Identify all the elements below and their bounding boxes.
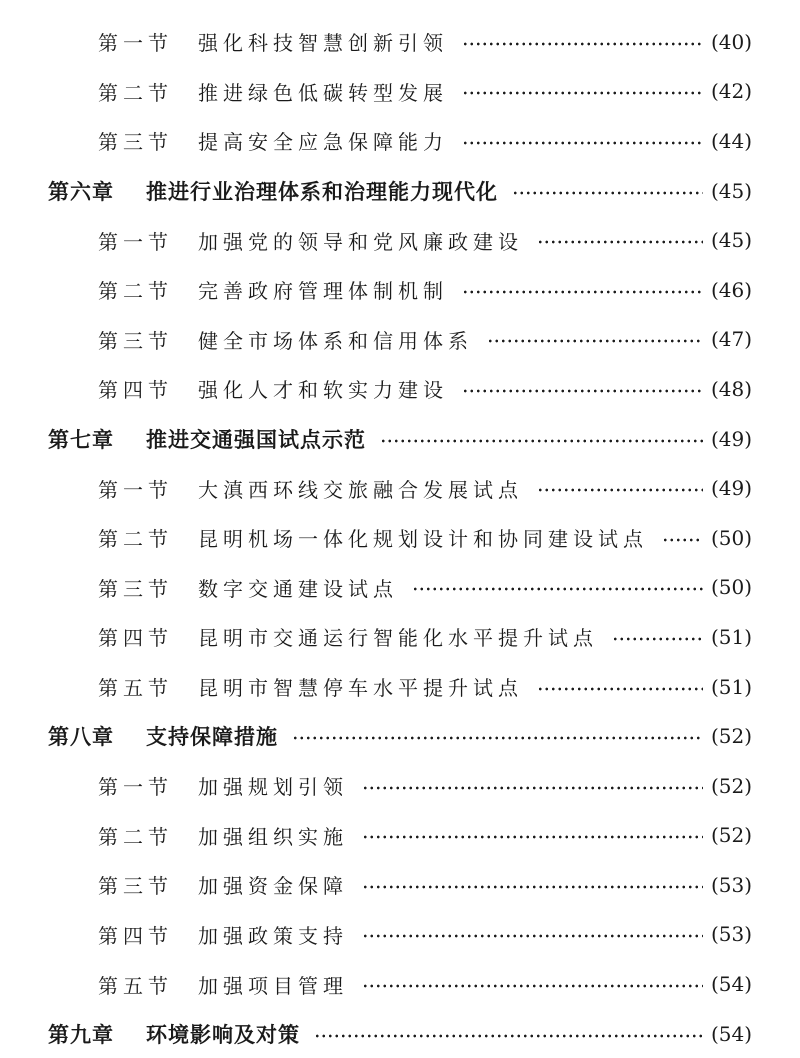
page-number: (54) (710, 972, 752, 997)
page-number: (51) (710, 624, 752, 649)
toc-section-entry[interactable] (0, 364, 800, 414)
toc-section-entry[interactable] (0, 860, 800, 910)
section-number: 第三节 (98, 328, 173, 353)
dot-leader (362, 934, 703, 938)
section-number: 第三节 (98, 874, 173, 899)
section-title: 昆明市智慧停车水平提升试点 (198, 676, 523, 701)
section-title: 昆明机场一体化规划设计和协同建设试点 (198, 527, 648, 552)
toc-section-entry[interactable] (0, 811, 800, 861)
dot-leader (362, 835, 703, 839)
page-number: (49) (710, 476, 752, 501)
section-number: 第四节 (98, 626, 173, 651)
toc-section-entry[interactable] (0, 67, 800, 117)
page-number: (45) (710, 178, 752, 203)
section-title: 健全市场体系和信用体系 (198, 328, 473, 353)
page-number: (54) (710, 1021, 752, 1046)
section-title: 昆明市交通运行智能化水平提升试点 (198, 626, 598, 651)
page-number: (50) (710, 575, 752, 600)
toc-section-entry[interactable] (0, 265, 800, 315)
table-of-contents (0, 17, 800, 1058)
chapter-title: 支持保障措施 (146, 725, 278, 750)
section-title: 推进绿色低碳转型发展 (198, 80, 448, 105)
toc-section-entry[interactable] (0, 563, 800, 613)
toc-section-entry[interactable] (0, 513, 800, 563)
section-title: 数字交通建设试点 (198, 576, 398, 601)
section-title: 大滇西环线交旅融合发展试点 (198, 477, 523, 502)
section-title: 提高安全应急保障能力 (198, 130, 448, 155)
section-number: 第二节 (98, 527, 173, 552)
section-number: 第五节 (98, 676, 173, 701)
toc-chapter-entry[interactable] (0, 711, 800, 761)
dot-leader (512, 191, 703, 195)
dot-leader (487, 339, 703, 343)
toc-section-entry[interactable] (0, 463, 800, 513)
dot-leader (537, 488, 703, 492)
dot-leader (412, 587, 703, 591)
toc-section-entry[interactable] (0, 315, 800, 365)
dot-leader (662, 538, 703, 542)
section-number: 第二节 (98, 80, 173, 105)
page-number: (53) (710, 922, 752, 947)
dot-leader (462, 42, 703, 46)
section-number: 第三节 (98, 130, 173, 155)
section-number: 第一节 (98, 775, 173, 800)
toc-section-entry[interactable] (0, 662, 800, 712)
section-title: 加强党的领导和党风廉政建设 (198, 229, 523, 254)
section-title: 完善政府管理体制机制 (198, 279, 448, 304)
toc-chapter-entry[interactable] (0, 166, 800, 216)
section-number: 第二节 (98, 279, 173, 304)
dot-leader (462, 141, 703, 145)
page-number: (50) (710, 525, 752, 550)
dot-leader (362, 786, 703, 790)
section-number: 第四节 (98, 923, 173, 948)
section-title: 加强政策支持 (198, 923, 348, 948)
dot-leader (462, 290, 703, 294)
dot-leader (537, 240, 703, 244)
toc-section-entry[interactable] (0, 612, 800, 662)
page-number: (46) (710, 277, 752, 302)
toc-section-entry[interactable] (0, 910, 800, 960)
dot-leader (612, 637, 703, 641)
section-number: 第一节 (98, 477, 173, 502)
dot-leader (362, 885, 703, 889)
dot-leader (314, 1034, 703, 1038)
section-title: 加强资金保障 (198, 874, 348, 899)
page-number: (45) (710, 228, 752, 253)
section-title: 强化人才和软实力建设 (198, 378, 448, 403)
section-number: 第四节 (98, 378, 173, 403)
chapter-number: 第七章 (48, 427, 114, 452)
section-title: 加强项目管理 (198, 973, 348, 998)
chapter-title: 推进交通强国试点示范 (146, 427, 366, 452)
page-number: (42) (710, 79, 752, 104)
dot-leader (380, 439, 703, 443)
section-number: 第五节 (98, 973, 173, 998)
chapter-number: 第八章 (48, 725, 114, 750)
page-number: (48) (710, 376, 752, 401)
section-title: 加强规划引领 (198, 775, 348, 800)
page-number: (53) (710, 872, 752, 897)
chapter-number: 第九章 (48, 1022, 114, 1047)
section-number: 第一节 (98, 31, 173, 56)
page-number: (47) (710, 327, 752, 352)
page-number: (44) (710, 128, 752, 153)
toc-section-entry[interactable] (0, 116, 800, 166)
toc-section-entry[interactable] (0, 959, 800, 1009)
dot-leader (462, 389, 703, 393)
dot-leader (462, 91, 703, 95)
toc-section-entry[interactable] (0, 17, 800, 67)
page-number: (52) (710, 773, 752, 798)
page-number: (52) (710, 724, 752, 749)
page-number: (49) (710, 426, 752, 451)
chapter-number: 第六章 (48, 179, 114, 204)
section-title: 强化科技智慧创新引领 (198, 31, 448, 56)
dot-leader (362, 984, 703, 988)
dot-leader (537, 687, 703, 691)
page-number: (52) (710, 823, 752, 848)
page-number: (40) (710, 29, 752, 54)
section-title: 加强组织实施 (198, 824, 348, 849)
section-number: 第二节 (98, 824, 173, 849)
page-number: (51) (710, 674, 752, 699)
toc-section-entry[interactable] (0, 761, 800, 811)
chapter-title: 推进行业治理体系和治理能力现代化 (146, 179, 498, 204)
chapter-title: 环境影响及对策 (146, 1022, 300, 1047)
toc-chapter-entry[interactable] (0, 414, 800, 464)
dot-leader (292, 736, 703, 740)
section-number: 第一节 (98, 229, 173, 254)
toc-section-entry[interactable] (0, 215, 800, 265)
section-number: 第三节 (98, 576, 173, 601)
